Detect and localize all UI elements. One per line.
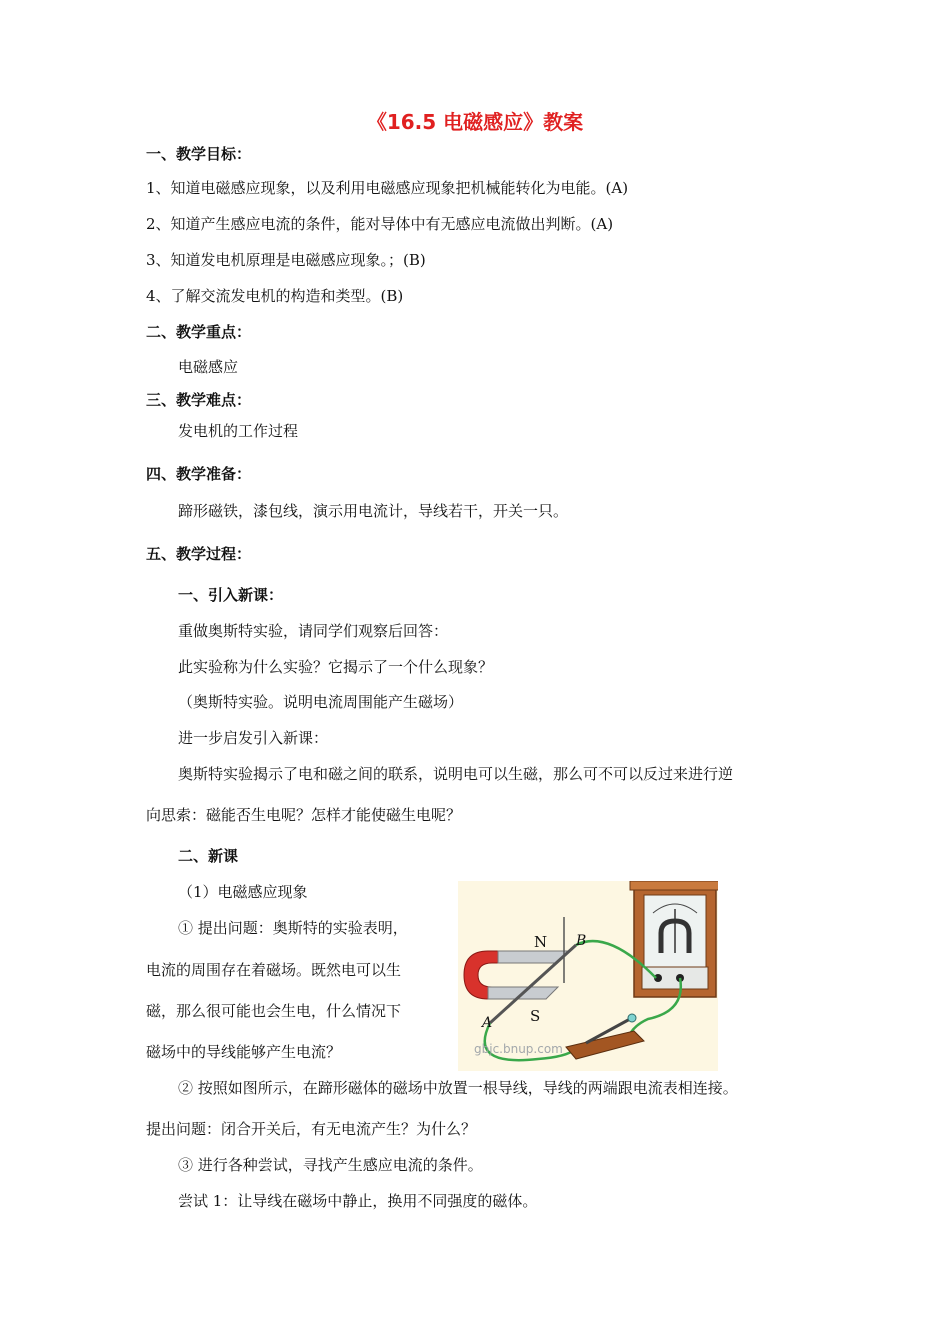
label-n: N (534, 933, 548, 951)
intro-line: 重做奥斯特实验，请同学们观察后回答： (178, 622, 449, 640)
section-prep-body: 蹄形磁铁，漆包线，演示用电流计，导线若干，开关一只。 (178, 502, 569, 520)
newlesson-line: 提出问题：闭合开关后，有无电流产生？为什么？ (146, 1120, 477, 1138)
intro-line: 此实验称为什么实验？它揭示了一个什么现象？ (178, 658, 494, 676)
newlesson-line: ① 提出问题：奥斯特的实验表明， (178, 919, 408, 937)
newlesson-line: 尝试 1：让导线在磁场中静止，换用不同强度的磁体。 (178, 1192, 538, 1210)
intro-line: （奥斯特实验。说明电流周围能产生磁场） (178, 693, 464, 711)
section-prep-heading: 四、教学准备： (146, 465, 252, 483)
newlesson-line: 磁，那么很可能也会生电，什么情况下 (146, 1002, 402, 1020)
intro-line: 奥斯特实验揭示了电和磁之间的联系，说明电可以生磁，那么可不可以反过来进行逆 (178, 765, 734, 783)
intro-heading: 一、引入新课： (178, 586, 284, 604)
objective-item: 1、知道电磁感应现象，以及利用电磁感应现象把机械能转化为电能。(A) (146, 179, 629, 197)
intro-line: 向思索：磁能否生电呢？怎样才能使磁生电呢？ (146, 806, 462, 824)
section-difficulty-heading: 三、教学难点： (146, 391, 252, 409)
newlesson-line: ② 按照如图所示，在蹄形磁体的磁场中放置一根导线，导线的两端跟电流表相连接。 (178, 1079, 738, 1097)
objective-item: 2、知道产生感应电流的条件，能对导体中有无感应电流做出判断。(A) (146, 215, 614, 233)
newlesson-line: ③ 进行各种尝试，寻找产生感应电流的条件。 (178, 1156, 483, 1174)
switch-handle-icon (628, 1014, 636, 1022)
newlesson-line: （1）电磁感应现象 (178, 883, 308, 901)
newlesson-heading: 二、新课 (178, 847, 239, 865)
section-keypoint-body: 电磁感应 (178, 358, 239, 376)
section-keypoint-heading: 二、教学重点： (146, 323, 252, 341)
page-title: 《16.5 电磁感应》教案 (366, 110, 584, 134)
objective-item: 3、知道发电机原理是电磁感应现象。；(B) (146, 251, 426, 269)
induction-experiment-figure (458, 881, 718, 1071)
section-process-heading: 五、教学过程： (146, 545, 252, 563)
intro-line: 进一步启发引入新课： (178, 729, 329, 747)
watermark: gbjc.bnup.com (474, 1042, 563, 1056)
label-a: A (482, 1015, 493, 1031)
label-b: B (576, 933, 587, 949)
galvanometer-base-panel (642, 967, 708, 989)
switch-base (566, 1031, 644, 1059)
induction-experiment-diagram (458, 881, 718, 1071)
newlesson-line: 电流的周围存在着磁场。既然电可以生 (146, 961, 402, 979)
section-objectives-heading: 一、教学目标： (146, 145, 252, 163)
section-difficulty-body: 发电机的工作过程 (178, 422, 299, 440)
newlesson-line: 磁场中的导线能够产生电流？ (146, 1043, 342, 1061)
galvanometer-top (630, 881, 718, 890)
objective-item: 4、了解交流发电机的构造和类型。(B) (146, 287, 404, 305)
label-s: S (530, 1007, 541, 1025)
